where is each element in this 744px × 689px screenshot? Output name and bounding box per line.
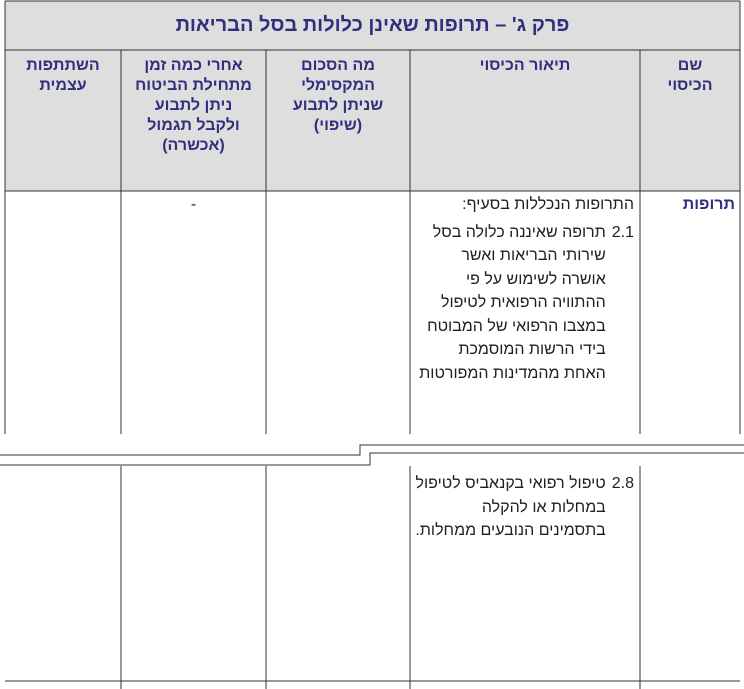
header-waiting-period-label: אחרי כמה זמן מתחילת הביטוח ניתן לתבוע ולקבל תגמול (אכשרה)	[135, 57, 252, 154]
header-coverage-description-label: תיאור הכיסוי	[479, 57, 571, 74]
coverage-description-cell	[414, 193, 634, 385]
waiting-period-cell: -	[190, 196, 197, 213]
coverage-name-cell: תרופות	[682, 196, 735, 213]
description-intro: התרופות הנכללות בסעיף:	[462, 196, 634, 213]
description-item-2-1	[414, 221, 634, 386]
header-coverage-name-label: שם הכיסוי	[667, 57, 713, 94]
item-number: 2.1	[611, 223, 634, 241]
item-text: תרופה שאיננה כלולה בסל שירותי הבריאות ואשר אושרה לשימוש על פי ההתוויה הרפואית לטיפול במצבו הרפואי של המבוטח בידי הרשות המוסמכת האחת מהמדינות המפורטות	[419, 223, 606, 382]
header-max-reimbursement-label: מה הסכום המקסימלי שניתן לתבוע (שיפוי)	[292, 57, 384, 134]
section-title: פרק ג' – תרופות שאינן כלולות בסל הבריאות	[5, 1, 740, 50]
item-text: טיפול רפואי בקנאביס לטיפול במחלות או להקלה בתסמינים הנובעים ממחלות.	[415, 475, 606, 539]
header-self-participation-label: השתתפות עצמית	[26, 57, 100, 94]
item-number: 2.8	[611, 475, 634, 492]
description-item-2-8	[414, 472, 634, 543]
description-item-2-8-row	[414, 472, 634, 543]
